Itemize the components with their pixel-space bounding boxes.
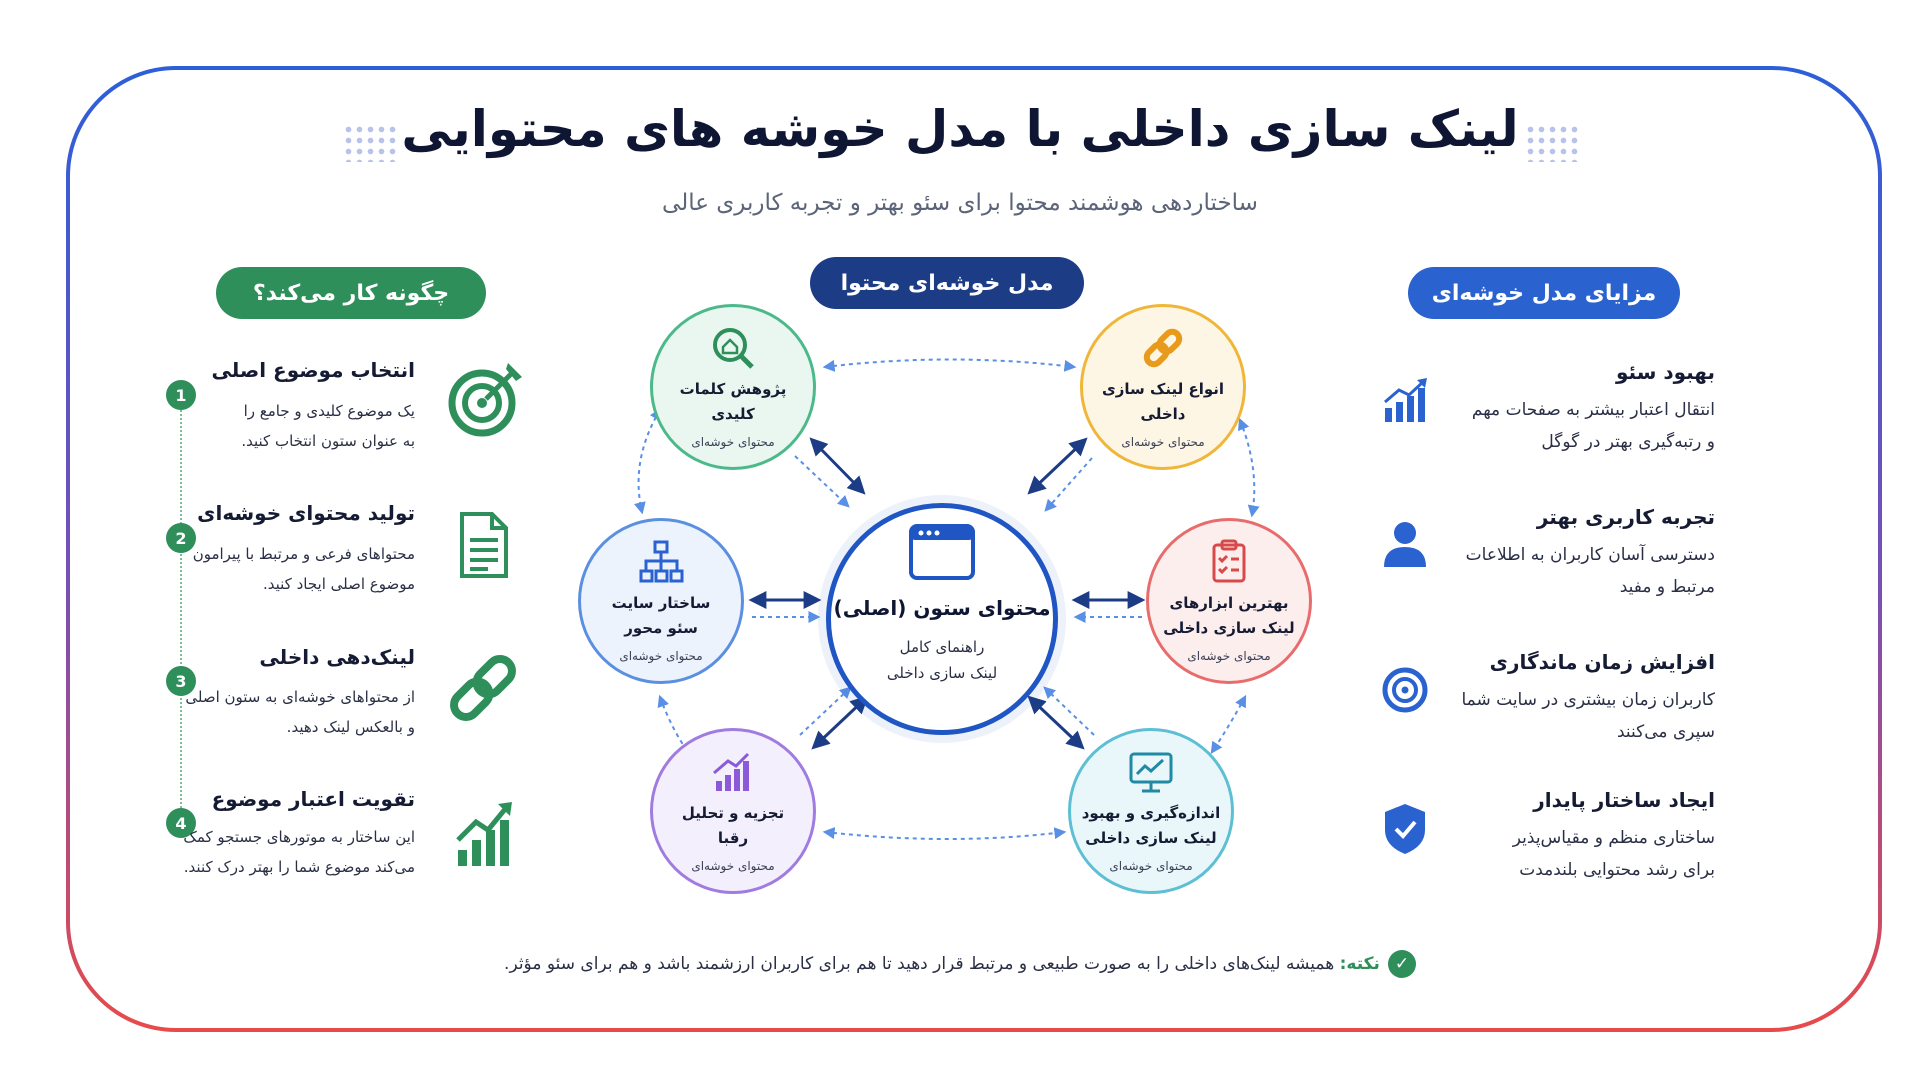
advantage-description: انتقال اعتبار بیشتر به صفحات مهم و رتبه‌گیری بهتر در گوگل <box>1471 400 1715 452</box>
bar-chart-up-icon <box>1385 378 1427 422</box>
target-icon <box>1385 670 1425 710</box>
page-title: لینک سازی داخلی با مدل خوشه های محتوایی <box>401 100 1519 158</box>
advantage-title: افزایش زمان ماندگاری <box>1489 650 1715 674</box>
step-title: لینک‌دهی داخلی <box>259 645 415 669</box>
step-number: 2 <box>166 523 196 553</box>
note-text: همیشه لینک‌های داخلی را به صورت طبیعی و مرتبط قرار دهید تا هم برای کاربران ارزشمند باشد و هم برای سئو مؤثر. <box>504 954 1335 974</box>
how-it-works-heading: چگونه کار می‌کند؟ <box>216 267 486 319</box>
page-subtitle: ساختاردهی هوشمند محتوا برای سئو بهتر و تجربه کاربری عالی <box>662 190 1258 216</box>
step-title: انتخاب موضوع اصلی <box>211 358 415 382</box>
note-label: نکته: <box>1339 954 1380 974</box>
cluster-node-title: بهترین ابزارهای لینک سازی داخلی <box>1163 594 1295 637</box>
step-number: 4 <box>166 808 196 838</box>
footer-note <box>0 950 1920 978</box>
step-number: 3 <box>166 666 196 696</box>
advantage-description: ساختاری منظم و مقیاس‌پذیر برای رشد محتوایی بلندمدت <box>1512 828 1715 880</box>
step-number: 1 <box>166 380 196 410</box>
pillar-title: محتوای ستون (اصلی) <box>833 596 1051 620</box>
cluster-node-label: محتوای خوشه‌ای <box>691 435 775 449</box>
step-description: از محتواهای خوشه‌ای به ستون اصلی و بالعکس لینک دهید. <box>185 688 415 736</box>
step-title: تقویت اعتبار موضوع <box>211 787 415 811</box>
advantage-title: تجربه کاربری بهتر <box>1536 505 1715 529</box>
cluster-node-title: تجزیه و تحلیل رقبا <box>681 804 785 847</box>
cluster-node-title: انواع لینک سازی داخلی <box>1102 380 1225 423</box>
step-title: تولید محتوای خوشه‌ای <box>197 501 415 525</box>
cluster-node-title: پژوهش کلمات کلیدی <box>679 380 787 423</box>
cluster-node-label: محتوای خوشه‌ای <box>691 859 775 873</box>
advantage-title: ایجاد ساختار پایدار <box>1533 788 1715 812</box>
cluster-node-title: اندازه‌گیری و بهبود لینک سازی داخلی <box>1081 804 1221 847</box>
advantage-description: دسترسی آسان کاربران به اطلاعات مرتبط و مفید <box>1465 545 1715 597</box>
pillar-description: راهنمای کامل لینک سازی داخلی <box>886 638 998 682</box>
advantage-title: بهبود سئو <box>1615 360 1715 384</box>
step-description: محتواهای فرعی و مرتبط با پیرامون موضوع اصلی ایجاد کنید. <box>192 545 415 593</box>
advantages-heading: مزایای مدل خوشه‌ای <box>1408 267 1680 319</box>
cluster-node-label: محتوای خوشه‌ای <box>1109 859 1193 873</box>
shield-check-icon <box>1385 804 1425 854</box>
cluster-node-label: محتوای خوشه‌ای <box>1187 649 1271 663</box>
advantage-description: کاربران زمان بیشتری در سایت شما سپری می‌کنند <box>1461 690 1715 742</box>
cluster-node-label: محتوای خوشه‌ای <box>1121 435 1205 449</box>
cluster-model-heading: مدل خوشه‌ای محتوا <box>810 257 1084 309</box>
check-circle-icon: ✓ <box>1388 950 1416 978</box>
step-description: یک موضوع کلیدی و جامع را به عنوان ستون انتخاب کنید. <box>241 402 415 450</box>
step-description: این ساختار به موتورهای جستجو کمک می‌کند موضوع شما را بهتر درک کنند. <box>183 828 415 876</box>
user-icon <box>1384 522 1426 567</box>
cluster-node-title: ساختار سایت سئو محور <box>611 594 711 637</box>
cluster-node-label: محتوای خوشه‌ای <box>619 649 703 663</box>
